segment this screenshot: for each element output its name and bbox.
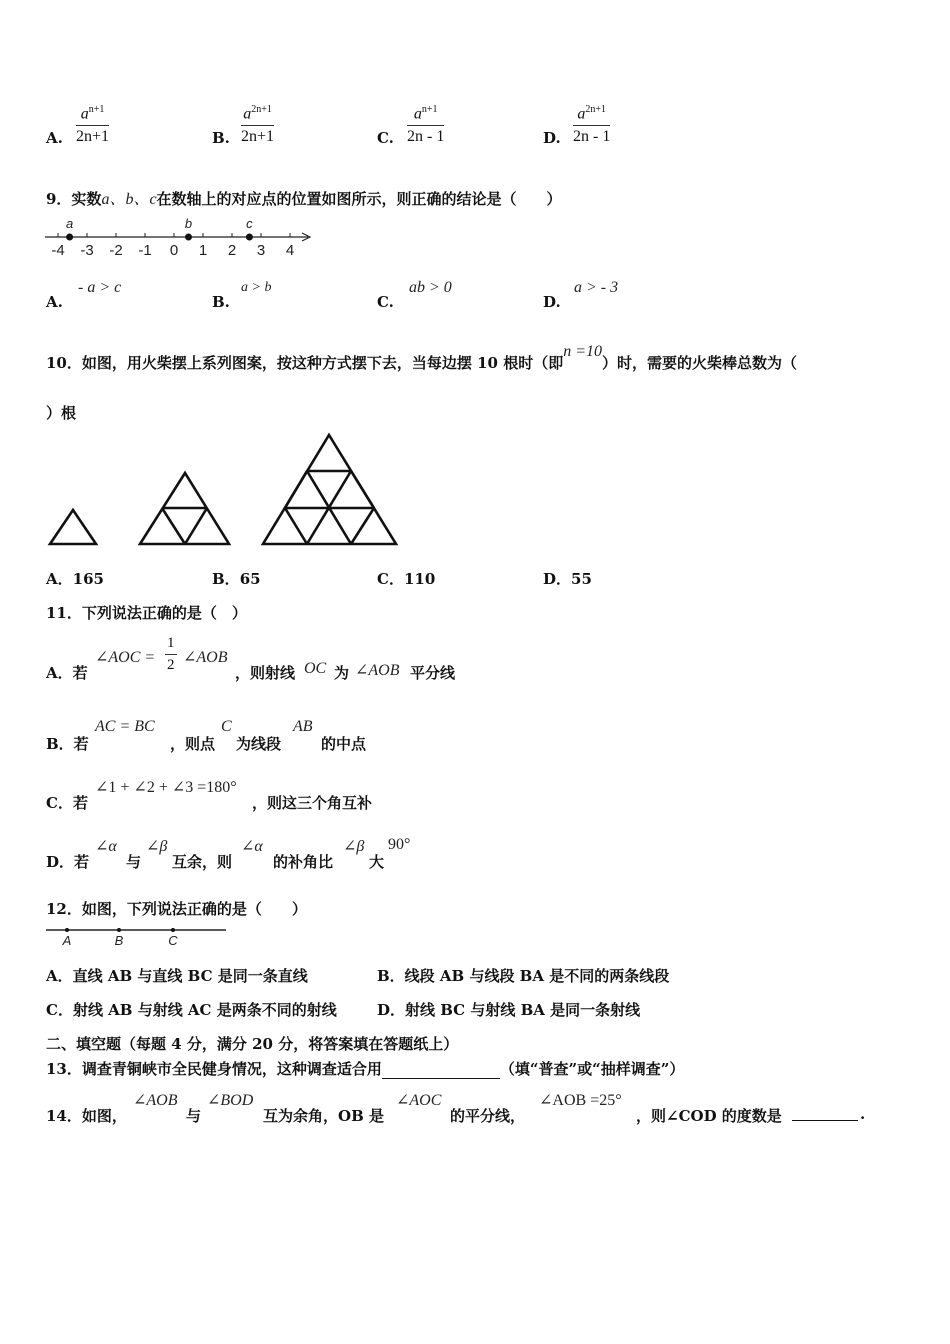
- q10-option-b: B．65: [212, 570, 261, 588]
- q10-option-c: C．110: [377, 570, 436, 588]
- q9-option-d-letter: D.: [543, 293, 561, 311]
- axis-tick-label: 0: [169, 242, 179, 259]
- point-a: [66, 234, 73, 241]
- section-2-heading: 二、填空题（每题 4 分，满分 20 分，将答案填在答题纸上）: [46, 1035, 459, 1053]
- axis-tick-label: -3: [80, 242, 94, 259]
- axis-tick-label: 1: [198, 242, 208, 259]
- q12-line-figure: [40, 921, 240, 949]
- point-a: [65, 928, 69, 932]
- q10-stem-line2: ）根: [46, 404, 77, 422]
- q10-option-a: A．165: [46, 570, 104, 588]
- q9-number-line: [40, 212, 320, 260]
- point-label-c: c: [246, 216, 253, 231]
- point-label-c: C: [168, 933, 178, 948]
- q11-stem: 11．下列说法正确的是（ ）: [46, 604, 247, 622]
- q8-option-c-letter: C.: [377, 129, 394, 147]
- q8-option-b-fraction: $\frac{a^{2n+1}}{2n+1}$: [241, 104, 275, 146]
- point-label-a: A: [62, 933, 72, 948]
- point-label-b: B: [114, 933, 124, 948]
- q12-option-a: A．直线 AB 与直线 BC 是同一条直线: [46, 967, 308, 985]
- q13-answer-blank[interactable]: [382, 1064, 500, 1079]
- q10-stem: 10．如图，用火柴摆上系列图案，按这种方式摆下去，当每边摆 10 根时（即n =10）时，需要的火柴棒总数为（: [46, 343, 798, 372]
- axis-tick-label: 4: [285, 242, 295, 259]
- q10-option-d: D．55: [543, 570, 592, 588]
- q12-stem: 12．如图，下列说法正确的是（ ）: [46, 900, 307, 918]
- point-c: [246, 234, 253, 241]
- axis-tick-label: -1: [138, 242, 152, 259]
- q8-option-b-letter: B.: [212, 129, 230, 147]
- matchstick-figure-2: [140, 473, 229, 544]
- point-c: [171, 928, 175, 932]
- q10-matchstick-figures: [40, 428, 410, 553]
- q9-option-c-letter: C.: [377, 293, 394, 311]
- matchstick-figure-1: [50, 510, 96, 544]
- q9-option-d-expr: a > - 3: [574, 279, 619, 296]
- q8-option-a-letter: A.: [46, 129, 63, 147]
- q9-option-a-letter: A.: [46, 293, 63, 311]
- point-b: [117, 928, 121, 932]
- q9-option-b-expr: a > b: [241, 280, 272, 295]
- q9-stem: 9．实数a、b、c在数轴上的对应点的位置如图所示，则正确的结论是（ ）: [46, 190, 562, 208]
- q8-option-d-fraction: $\frac{a^{2n+1}}{2n - 1}$: [573, 104, 611, 146]
- q12-option-d: D．射线 BC 与射线 BA 是同一条射线: [377, 1001, 641, 1019]
- axis-tick-label: -2: [109, 242, 123, 259]
- q13: 13．调查青铜峡市全民健身情况，这种调查适合用 （填“普查”或“抽样调查”）: [46, 1060, 685, 1078]
- point-b: [185, 234, 192, 241]
- axis-tick-label: -4: [51, 242, 65, 259]
- q14-answer-blank[interactable]: [792, 1106, 858, 1121]
- q12-option-c: C．射线 AB 与射线 AC 是两条不同的射线: [46, 1001, 337, 1019]
- point-label-b: b: [184, 216, 193, 231]
- matchstick-figure-3: [263, 435, 396, 544]
- q9-option-c-expr: ab > 0: [409, 279, 452, 296]
- q9-option-b-letter: B.: [212, 293, 230, 311]
- axis-tick-label: 2: [227, 242, 237, 259]
- q12-option-b: B．线段 AB 与线段 BA 是不同的两条线段: [377, 967, 670, 985]
- q8-option-d-letter: D.: [543, 129, 561, 147]
- q8-option-a-fraction: $\frac{a^{n+1}}{2n+1}$: [76, 104, 110, 146]
- q9-option-a-expr: - a > c: [78, 279, 122, 296]
- axis-tick-label: 3: [256, 242, 266, 259]
- point-label-a: a: [65, 216, 74, 231]
- q8-option-c-fraction: $\frac{a^{n+1}}{2n - 1}$: [407, 104, 445, 146]
